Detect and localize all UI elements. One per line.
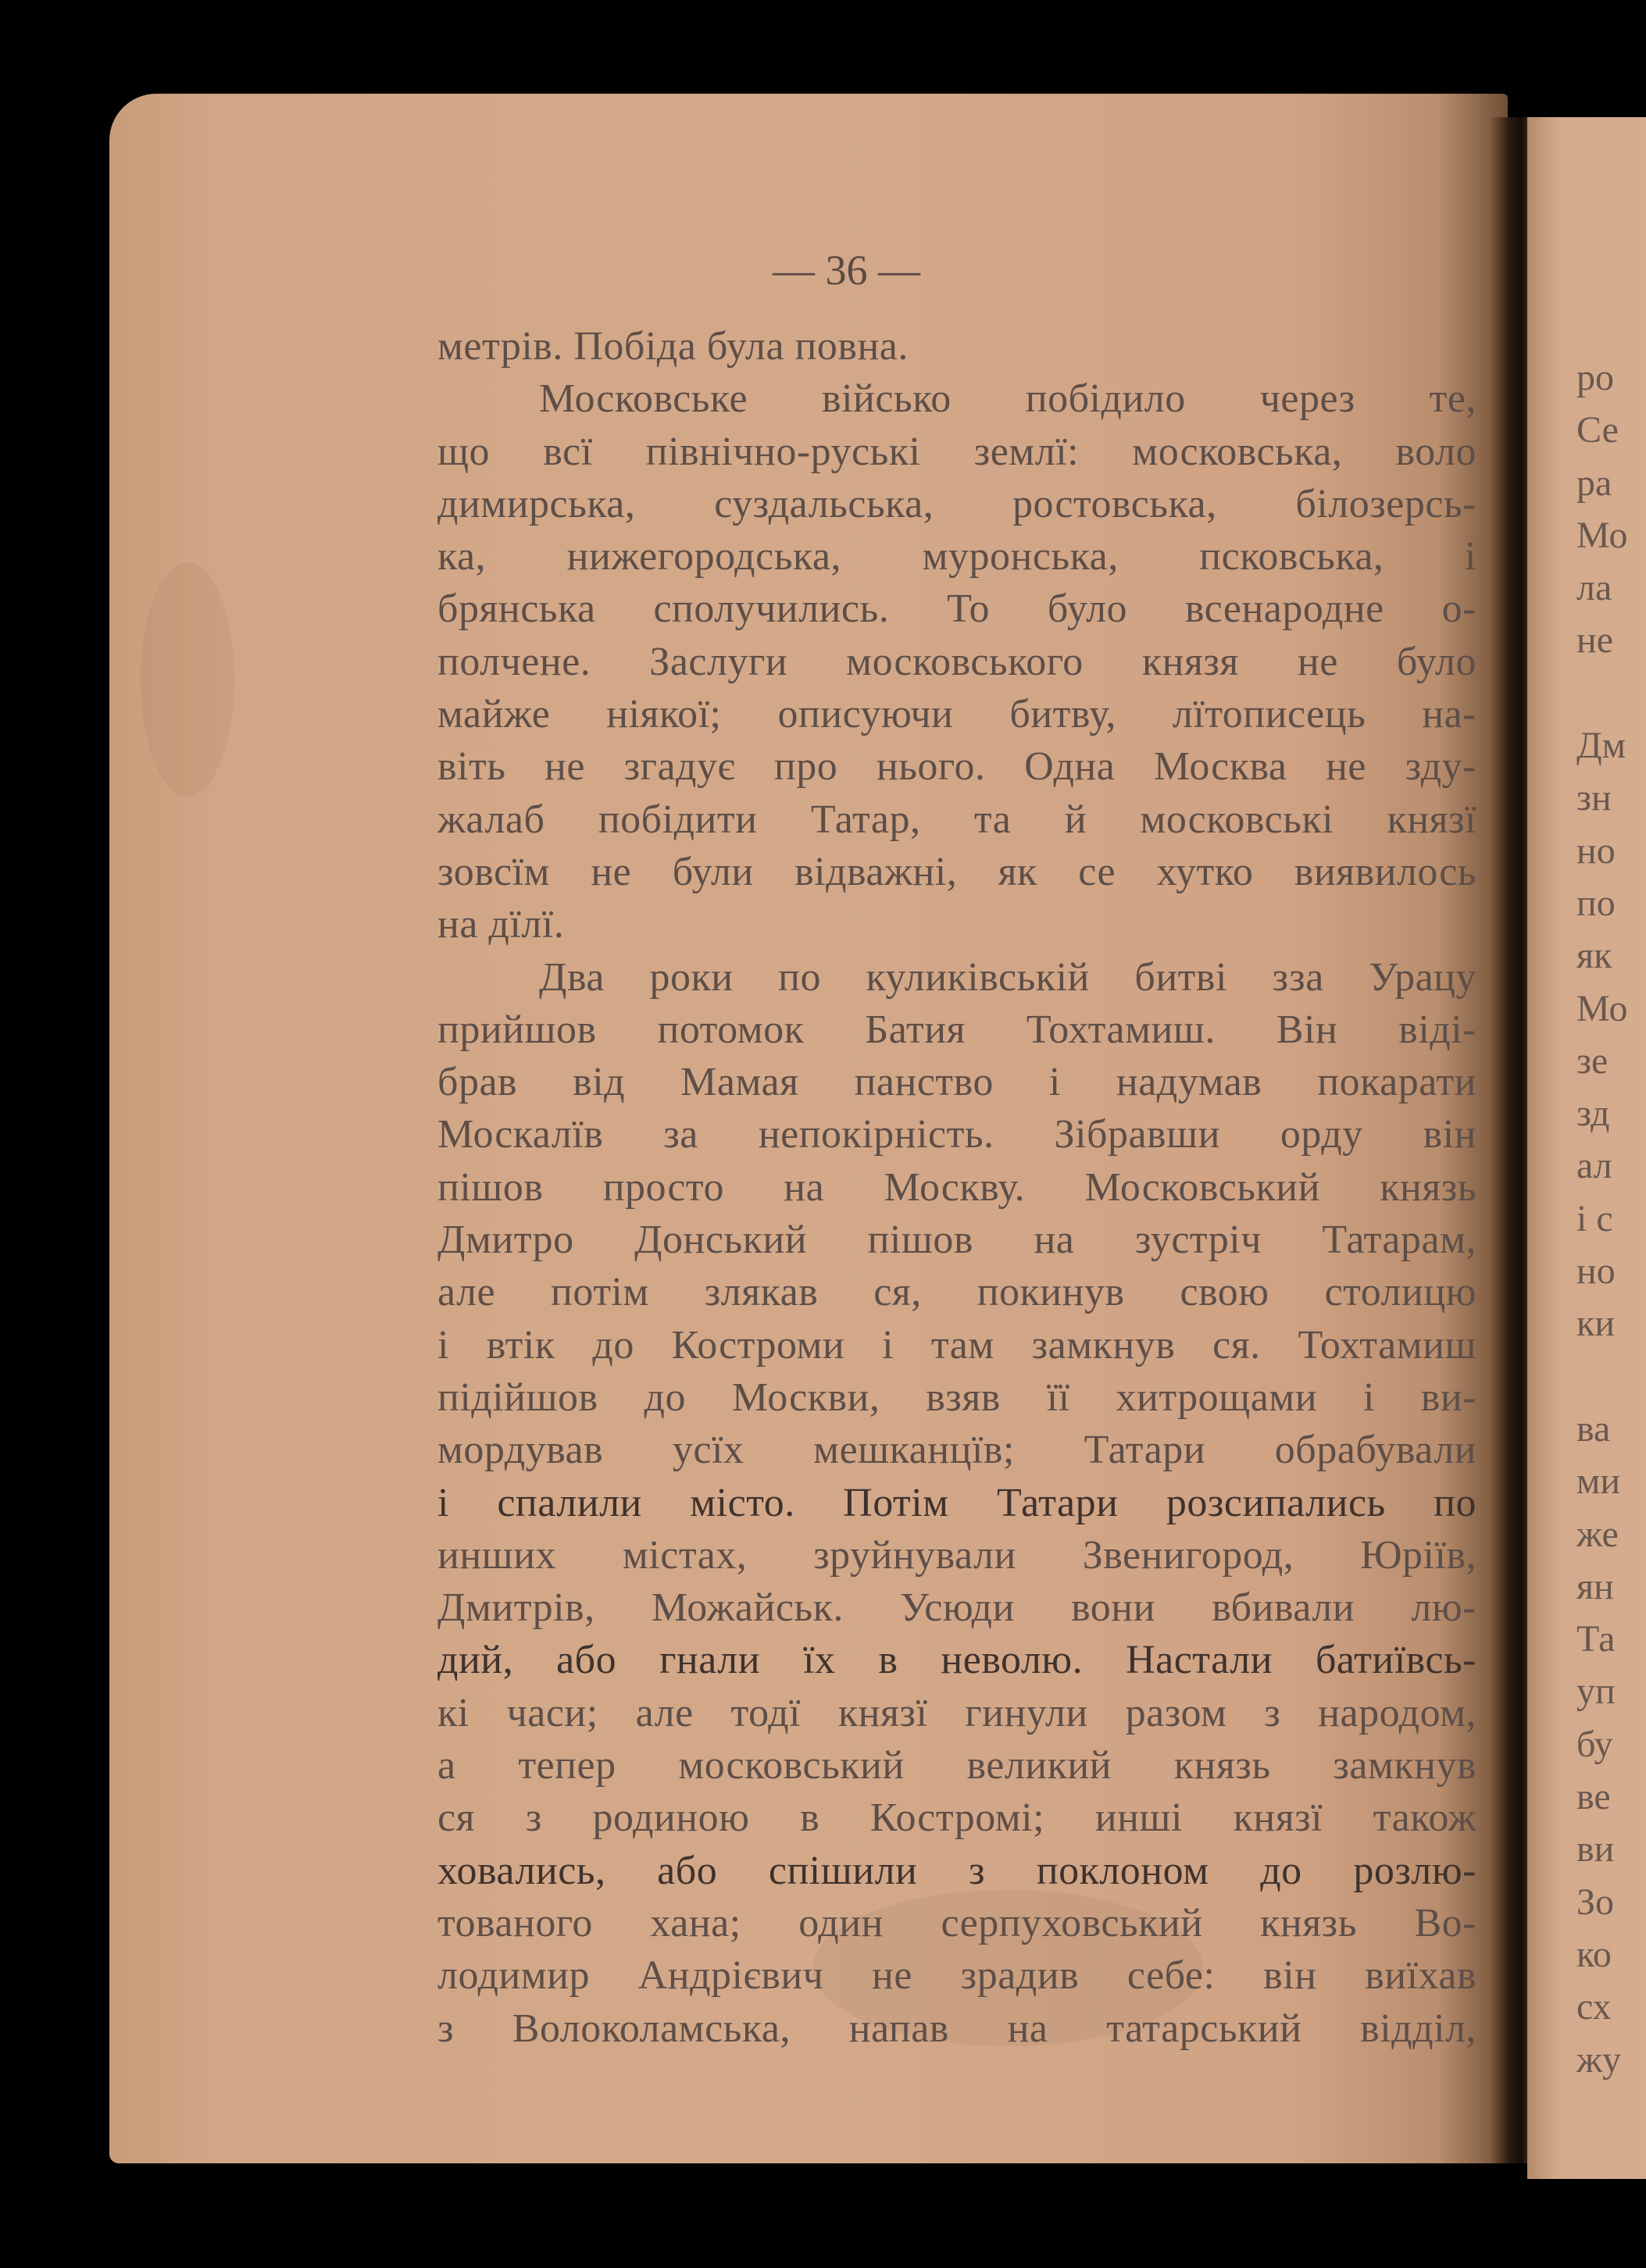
facing-text-fragment: Дм <box>1576 725 1626 767</box>
text-line: лодимир Андрієвич не зрадив себе: він виїхав <box>437 1953 1476 1999</box>
facing-text-fragment: по <box>1576 882 1616 924</box>
facing-text-fragment: Та <box>1576 1618 1616 1660</box>
page-number: — 36 — <box>773 247 920 294</box>
text-line: ка, нижегородська, муронська, псковська, і <box>437 534 1476 579</box>
facing-text-fragment: уп <box>1576 1671 1616 1713</box>
text-line: Два роки по куликівській битві зза Урацу <box>539 954 1476 1000</box>
facing-text-fragment: як <box>1576 935 1612 977</box>
text-line: і спалили місто. Потім Татари розсипались по <box>437 1480 1476 1525</box>
facing-text-fragment: і с <box>1576 1197 1613 1239</box>
facing-text-fragment: ви <box>1576 1828 1615 1870</box>
text-line: Дмитрів, Можайськ. Усюди вони вбивали лю- <box>437 1585 1476 1631</box>
text-line: инших містах, зруйнували Звенигород, Юріїв, <box>437 1532 1476 1578</box>
facing-text-fragment: же <box>1576 1513 1619 1555</box>
page-body-text <box>437 320 1476 2055</box>
text-line: пішов просто на Москву. Московський князь <box>437 1164 1476 1210</box>
text-line: кі часи; але тодї князї гинули разом з народом, <box>437 1690 1476 1735</box>
text-line: майже ніякої; описуючи битву, лїтописець на- <box>437 692 1476 737</box>
text-line: димирська, суздальська, ростовська, білозерсь- <box>437 481 1476 526</box>
facing-text-fragment: Мо <box>1576 987 1628 1029</box>
text-line: Дмитро Донський пішов на зустріч Татарам, <box>437 1218 1476 1263</box>
facing-page-text <box>1576 351 1627 2086</box>
facing-text-fragment: ки <box>1576 1303 1616 1345</box>
text-line: жалаб побідити Татар, та й московські князї <box>437 797 1476 842</box>
facing-text-fragment: но <box>1576 829 1616 872</box>
facing-text-fragment: ми <box>1576 1460 1621 1503</box>
text-line: віть не згадує про нього. Одна Москва не зду- <box>437 744 1476 790</box>
facing-text-fragment: зн <box>1576 777 1612 819</box>
text-line: з Волоколамська, напав на татарський відділ, <box>437 2006 1476 2051</box>
facing-text-fragment: не <box>1576 619 1613 662</box>
text-line: ся з родиною в Костромі; инші князї також <box>437 1796 1476 1841</box>
text-line: брянська сполучились. То було всенародне о- <box>437 587 1476 632</box>
facing-text-fragment: ян <box>1576 1565 1614 1607</box>
facing-text-fragment: ро <box>1576 357 1614 398</box>
text-line: Москалїв за непокірність. Зібравши орду він <box>437 1112 1476 1157</box>
text-line: метрів. Побіда була повна. <box>437 324 909 369</box>
text-line: підійшов до Москви, взяв її хитрощами і ви- <box>437 1375 1476 1420</box>
facing-text-fragment: зд <box>1576 1093 1610 1135</box>
facing-text-fragment: ал <box>1576 1145 1612 1187</box>
text-line: що всї північно-руські землї: московська, воло <box>437 429 1476 474</box>
paper-stain <box>141 562 234 797</box>
facing-text-fragment: ве <box>1576 1776 1611 1818</box>
text-line: тованого хана; один серпуховський князь Во- <box>437 1900 1476 1945</box>
facing-text-fragment: Се <box>1576 409 1619 451</box>
text-line: Московське військо побідило через те, <box>539 376 1476 422</box>
facing-text-fragment: но <box>1576 1250 1616 1293</box>
text-line: і втік до Костроми і там замкнув ся. Тохтамиш <box>437 1322 1476 1368</box>
facing-text-fragment: Мо <box>1576 514 1628 556</box>
facing-text-fragment: Зо <box>1576 1881 1615 1923</box>
text-line: полчене. Заслуги московського князя не було <box>437 639 1476 684</box>
facing-text-fragment: бу <box>1576 1723 1613 1765</box>
paragraph-gap <box>1576 1350 1627 1403</box>
text-line: дий, або гнали їх в неволю. Настали батиївсь- <box>437 1638 1476 1683</box>
facing-text-fragment: зе <box>1576 1040 1609 1082</box>
text-line: зовсїм не були відважні, як се хутко виявилось <box>437 849 1476 894</box>
text-line: на дїлї. <box>437 902 565 947</box>
facing-text-fragment: ва <box>1576 1407 1611 1450</box>
facing-text-fragment: ра <box>1576 462 1612 504</box>
facing-text-fragment: ко <box>1576 1933 1612 1975</box>
facing-text-fragment: сх <box>1576 1986 1612 2028</box>
text-line: брав від Мамая панство і надумав покарати <box>437 1060 1476 1105</box>
text-line: прийшов потомок Батия Тохтамиш. Він віді- <box>437 1007 1476 1052</box>
text-line: але потім злякав ся, покинув свою столицю <box>437 1270 1476 1315</box>
paragraph-gap <box>1576 667 1627 719</box>
facing-text-fragment: ла <box>1576 567 1612 609</box>
facing-text-fragment: жу <box>1576 2038 1622 2081</box>
text-line: ховались, або спішили з поклоном до розлю- <box>437 1848 1476 1893</box>
text-line: а тепер московський великий князь замкнув <box>437 1743 1476 1788</box>
text-line: мордував усїх мешканцїв; Татари обрабували <box>437 1428 1476 1473</box>
